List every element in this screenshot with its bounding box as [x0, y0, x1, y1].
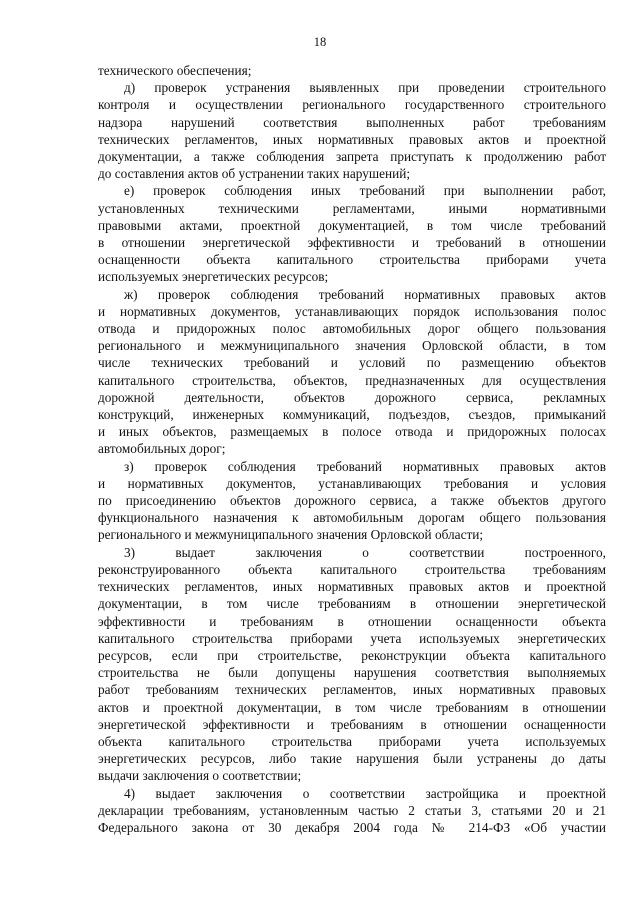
- text-line: д) проверок устранения выявленных при проведении строительного: [124, 80, 606, 96]
- text-line: функционального назначения к автомобильным дорогам общего пользования: [98, 510, 606, 526]
- paragraph: [98, 62, 606, 79]
- text-line: ресурсов, если при строительстве, реконструкции объекта капитального: [98, 647, 606, 663]
- text-line: технических регламентов, иных нормативных правовых актов и проектной: [98, 131, 606, 147]
- text-line: и нормативных документов, устанавливающих требования и условия: [98, 475, 606, 491]
- paragraph: [98, 182, 606, 285]
- text-line: регионального и межмуниципального значения Орловской области;: [98, 527, 484, 543]
- paragraph: [98, 79, 606, 182]
- text-line: оснащенности объекта капитального строительства приборами учета: [98, 252, 606, 268]
- text-line: в отношении энергетической эффективности и требований в отношении: [98, 235, 606, 251]
- paragraph: [98, 785, 606, 837]
- text-line: капитального строительства, объектов, предназначенных для осуществления: [98, 372, 606, 388]
- text-line: Федерального закона от 30 декабря 2004 года № 214-ФЗ «Об участии: [98, 819, 606, 835]
- text-line: и нормативных документов, устанавливающих порядок использования полос: [98, 303, 606, 319]
- text-line: энергетической эффективности и требованиям в отношении оснащенности: [98, 716, 606, 732]
- text-line: з) проверок соблюдения требований нормативных правовых актов: [124, 458, 606, 474]
- text-line: документации, а также соблюдения запрета приступать к продолжению работ: [98, 149, 606, 165]
- text-line: работ требованиям технических регламентов, иных нормативных правовых: [98, 682, 606, 698]
- text-line: энергетических ресурсов, либо такие нарушения были устранены до даты: [98, 751, 606, 767]
- text-line: по присоединению объектов дорожного сервиса, а также объектов другого: [98, 493, 606, 509]
- text-line: автомобильных дорог;: [98, 441, 226, 457]
- text-line: строительства не были допущены нарушения соответствия выполняемых: [98, 665, 606, 681]
- text-line: технических регламентов, иных нормативных правовых актов и проектной: [98, 579, 606, 595]
- text-line: правовыми актами, проектной документацией, в том числе требований: [98, 217, 606, 233]
- text-line: декларации требованиям, установленным частью 2 статьи 3, статьями 20 и 21: [98, 802, 606, 818]
- paragraph: [98, 458, 606, 544]
- text-line: контроля и осуществлении регионального государственного строительного: [98, 97, 606, 113]
- text-line: объекта капитального строительства приборами учета используемых: [98, 733, 606, 749]
- text-line: ж) проверок соблюдения требований нормативных правовых актов: [124, 286, 606, 302]
- page-number: 18: [313, 35, 327, 49]
- document-body: [98, 62, 606, 836]
- text-line: числе технических требований и условий по размещению объектов: [98, 355, 606, 371]
- text-line: и иных объектов, размещаемых в полосе отвода и придорожных полосах: [98, 424, 606, 440]
- text-line: е) проверок соблюдения иных требований при выполнении работ,: [124, 183, 606, 199]
- text-line: выдачи заключения о соответствии;: [98, 768, 302, 784]
- text-line: 4) выдает заключения о соответствии застройщика и проектной: [124, 785, 606, 801]
- text-line: 3) выдает заключения о соответствии построенного,: [124, 544, 606, 560]
- text-line: технического обеспечения;: [98, 63, 252, 78]
- text-line: надзора нарушений соответствия выполненных работ требованиям: [98, 114, 606, 130]
- text-line: реконструированного объекта капитального строительства требованиям: [98, 561, 606, 577]
- text-line: эффективности и требованиям в отношении оснащенности объекта: [98, 613, 606, 629]
- text-line: используемых энергетических ресурсов;: [98, 269, 329, 285]
- text-line: актов и проектной документации, в том числе требованиям в отношении: [98, 699, 606, 715]
- text-line: до составления актов об устранении таких нарушений;: [98, 166, 411, 182]
- text-line: капитального строительства приборами учета используемых энергетических: [98, 630, 606, 646]
- text-line: дорожной деятельности, объектов дорожного сервиса, рекламных: [98, 389, 606, 405]
- text-line: регионального и межмуниципального значения Орловской области, в том: [98, 338, 606, 354]
- paragraph: [98, 286, 606, 458]
- text-line: установленных техническими регламентами, иными нормативными: [98, 200, 606, 216]
- text-line: отвода и придорожных полос автомобильных дорог общего пользования: [98, 321, 606, 337]
- text-line: конструкций, инженерных коммуникаций, подъездов, съездов, примыканий: [98, 407, 606, 423]
- paragraph: [98, 544, 606, 785]
- text-line: документации, в том числе требованиям в отношении энергетической: [98, 596, 606, 612]
